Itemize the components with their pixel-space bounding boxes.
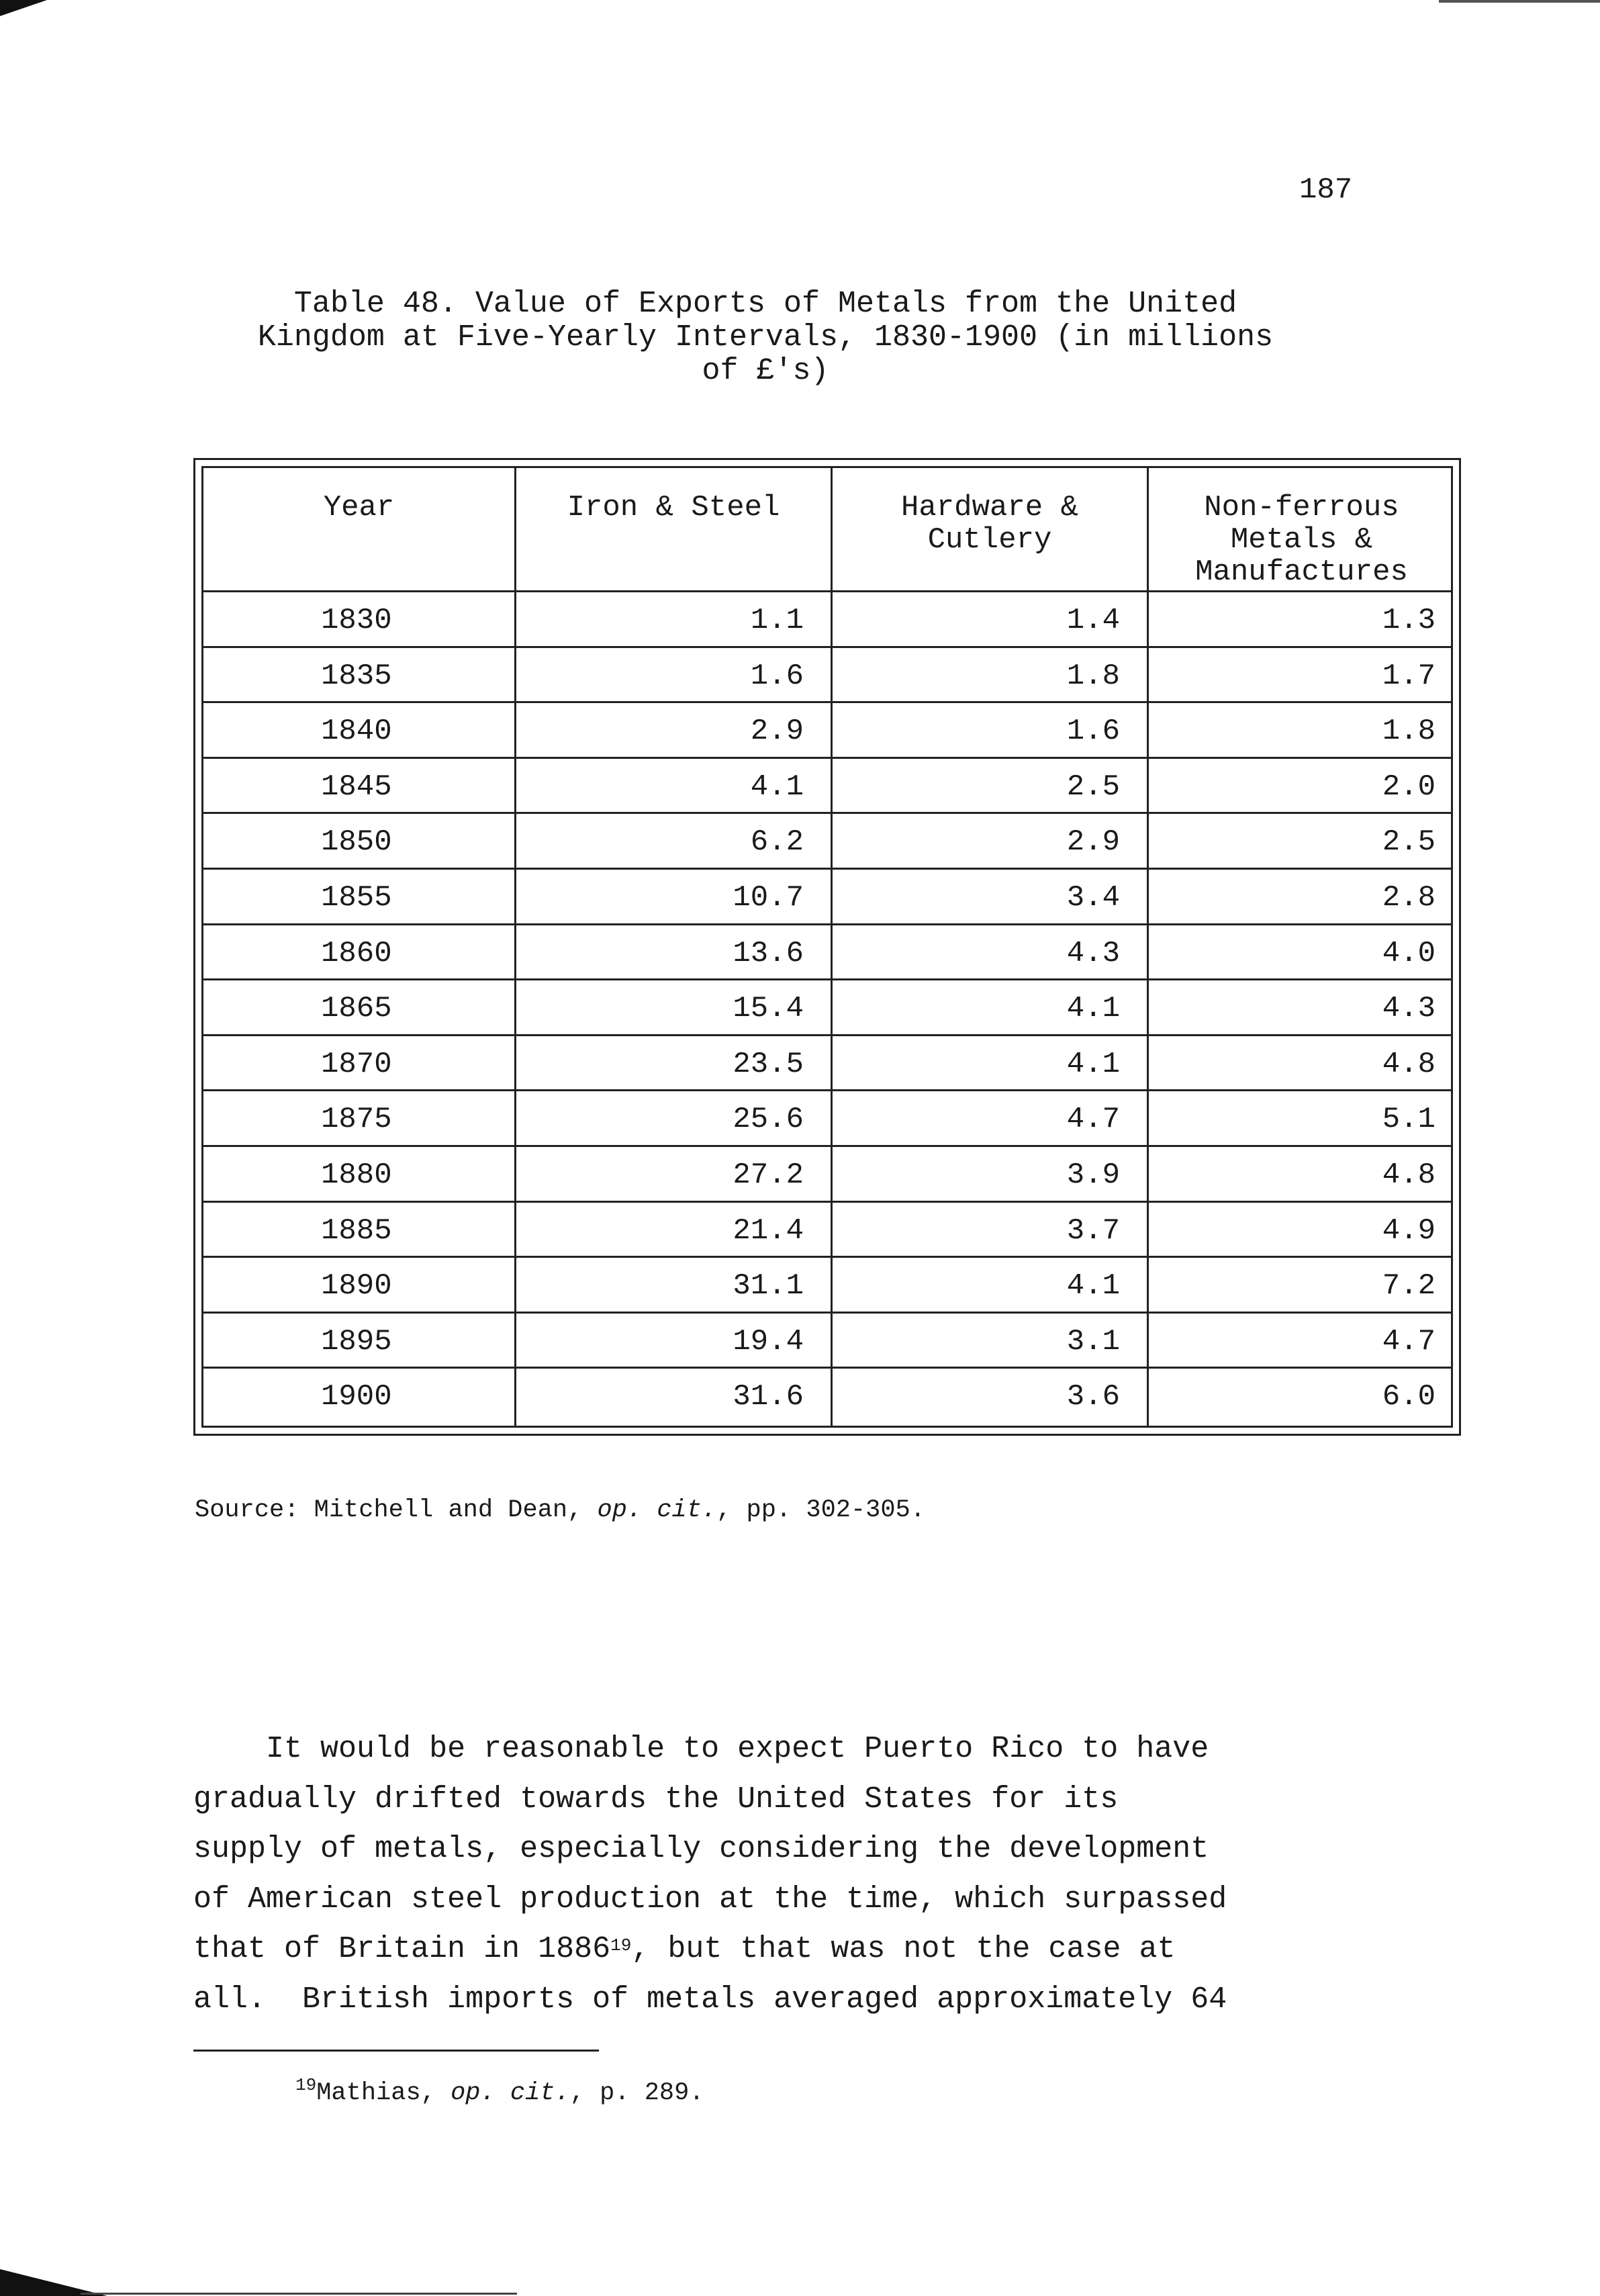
- footnote-prefix: Mathias,: [316, 2079, 451, 2107]
- header-hardware: Hardware &: [900, 491, 1079, 524]
- paragraph-line: of American steel production at the time, which surpassed: [193, 1882, 1227, 1917]
- table-cell-value: 4.3: [1066, 936, 1120, 970]
- paragraph-line: [193, 1725, 1368, 1775]
- header-nonferrous: Metals &: [1230, 523, 1373, 557]
- table-cell-value: 19.4: [733, 1324, 804, 1359]
- row-divider: [203, 646, 1451, 648]
- table-cell-value: 4.1: [1066, 992, 1120, 1026]
- source-suffix: , pp. 302-305.: [716, 1496, 925, 1524]
- table-cell-value: 3.4: [1066, 881, 1120, 915]
- table-cell-value: 4.7: [1066, 1103, 1120, 1137]
- table-cell-year: 1870: [321, 1047, 392, 1081]
- header-iron-steel: Iron & Steel: [567, 491, 780, 524]
- header-divider: [203, 590, 1451, 592]
- table-cell-value: 31.1: [733, 1269, 804, 1303]
- table-cell-value: 1.8: [1382, 715, 1436, 749]
- table-cell-value: 31.6: [733, 1380, 804, 1414]
- paragraph-text: that of Britain in 1886: [193, 1932, 611, 1966]
- table-cell-value: 4.7: [1382, 1324, 1436, 1359]
- table-cell-value: 1.4: [1066, 604, 1120, 637]
- footnote: [295, 2075, 704, 2107]
- row-divider: [203, 1089, 1451, 1091]
- table-cell-value: 2.9: [750, 715, 804, 749]
- scan-corner-mark: [0, 0, 47, 16]
- row-divider: [203, 1312, 1451, 1314]
- table-cell-year: 1890: [321, 1269, 392, 1303]
- table-cell-value: 1.1: [750, 604, 804, 637]
- source-italic: op. cit.: [597, 1496, 717, 1524]
- row-divider: [203, 1034, 1451, 1036]
- table-cell-value: 2.8: [1382, 881, 1436, 915]
- table-cell-year: 1835: [321, 659, 392, 693]
- caption-line: Table 48. Value of Exports of Metals from the United: [293, 287, 1237, 321]
- table-cell-value: 27.2: [733, 1158, 804, 1192]
- table-cell-year: 1875: [321, 1103, 392, 1137]
- table-cell-value: 6.0: [1382, 1380, 1436, 1414]
- scan-edge-mark: [1439, 0, 1600, 3]
- row-divider: [203, 923, 1451, 925]
- table-cell-value: 4.3: [1382, 992, 1436, 1026]
- table-cell-year: 1830: [321, 604, 392, 637]
- row-divider: [203, 701, 1451, 703]
- row-divider: [203, 1145, 1451, 1147]
- exports-table: [193, 458, 1461, 1436]
- row-divider: [203, 1201, 1451, 1203]
- footnote-italic: op. cit.: [451, 2079, 570, 2107]
- header-year: Year: [323, 491, 395, 524]
- table-cell-value: 3.9: [1066, 1158, 1120, 1192]
- table-cell-value: 2.0: [1382, 770, 1436, 804]
- table-cell-value: 2.9: [1066, 825, 1120, 860]
- header-nonferrous: Manufactures: [1195, 555, 1408, 589]
- table-cell-value: 4.0: [1382, 936, 1436, 970]
- table-cell-value: 4.1: [1066, 1269, 1120, 1303]
- row-divider: [203, 868, 1451, 870]
- table-cell-value: 13.6: [733, 936, 804, 970]
- table-cell-value: 25.6: [733, 1103, 804, 1137]
- table-cell-value: 15.4: [733, 992, 804, 1026]
- row-divider: [203, 978, 1451, 980]
- exports-table-inner: [201, 466, 1453, 1428]
- table-cell-value: 1.6: [750, 659, 804, 693]
- row-divider: [203, 1256, 1451, 1258]
- row-divider: [203, 812, 1451, 814]
- row-divider: [203, 1367, 1451, 1369]
- caption-line: of £'s): [702, 354, 829, 388]
- table-cell-value: 4.8: [1382, 1047, 1436, 1081]
- footnote-reference[interactable]: 19: [610, 1935, 632, 1956]
- table-cell-value: 3.1: [1066, 1324, 1120, 1359]
- paragraph-line: supply of metals, especially considering the development: [193, 1832, 1209, 1866]
- footnote-rule: [193, 2050, 599, 2052]
- table-cell-value: 2.5: [1066, 770, 1120, 804]
- table-cell-year: 1900: [321, 1380, 392, 1414]
- table-cell-year: 1885: [321, 1213, 392, 1248]
- table-cell-value: 10.7: [733, 881, 804, 915]
- table-cell-value: 4.1: [750, 770, 804, 804]
- paragraph-line: gradually drifted towards the United States for its: [193, 1782, 1119, 1817]
- table-cell-year: 1865: [321, 992, 392, 1026]
- table-cell-year: 1855: [321, 881, 392, 915]
- source-prefix: Source: Mitchell and Dean,: [195, 1496, 598, 1524]
- source-note: [195, 1496, 925, 1524]
- table-cell-value: 1.6: [1066, 715, 1120, 749]
- paragraph-line: all. British imports of metals averaged approximately 64: [193, 1982, 1227, 2017]
- paragraph-line: [193, 1925, 1368, 1975]
- table-cell-value: 5.1: [1382, 1103, 1436, 1137]
- row-divider: [203, 757, 1451, 759]
- table-caption: [168, 287, 1363, 388]
- table-cell-year: 1880: [321, 1158, 392, 1192]
- table-cell-year: 1850: [321, 825, 392, 860]
- caption-line: Kingdom at Five-Yearly Intervals, 1830-1900 (in millions: [257, 320, 1274, 355]
- footnote-suffix: , p. 289.: [569, 2079, 704, 2107]
- table-cell-value: 6.2: [750, 825, 804, 860]
- table-cell-value: 3.6: [1066, 1380, 1120, 1414]
- table-cell-value: 1.7: [1382, 659, 1436, 693]
- table-cell-year: 1895: [321, 1324, 392, 1359]
- table-cell-year: 1840: [321, 715, 392, 749]
- page-number: 187: [1299, 173, 1353, 207]
- table-cell-year: 1845: [321, 770, 392, 804]
- body-paragraph: [193, 1725, 1368, 2025]
- table-cell-value: 7.2: [1382, 1269, 1436, 1303]
- table-cell-value: 4.8: [1382, 1158, 1436, 1192]
- table-cell-value: 1.3: [1382, 604, 1436, 637]
- table-cell-value: 21.4: [733, 1213, 804, 1248]
- table-cell-value: 3.7: [1066, 1213, 1120, 1248]
- paragraph-text: It would be reasonable to expect Puerto Rico to have: [266, 1732, 1209, 1766]
- table-cell-value: 1.8: [1066, 659, 1120, 693]
- paragraph-text: , but that was not the case at: [631, 1932, 1176, 1966]
- footnote-marker: 19: [295, 2075, 317, 2095]
- table-cell-value: 4.9: [1382, 1213, 1436, 1248]
- table-cell-year: 1860: [321, 936, 392, 970]
- scan-edge-line-bottom: [81, 2293, 517, 2295]
- header-nonferrous: Non-ferrous: [1204, 491, 1399, 524]
- table-cell-value: 23.5: [733, 1047, 804, 1081]
- scan-corner-mark-bottom: [0, 2269, 107, 2296]
- table-cell-value: 2.5: [1382, 825, 1436, 860]
- header-hardware: Cutlery: [927, 523, 1052, 557]
- table-cell-value: 4.1: [1066, 1047, 1120, 1081]
